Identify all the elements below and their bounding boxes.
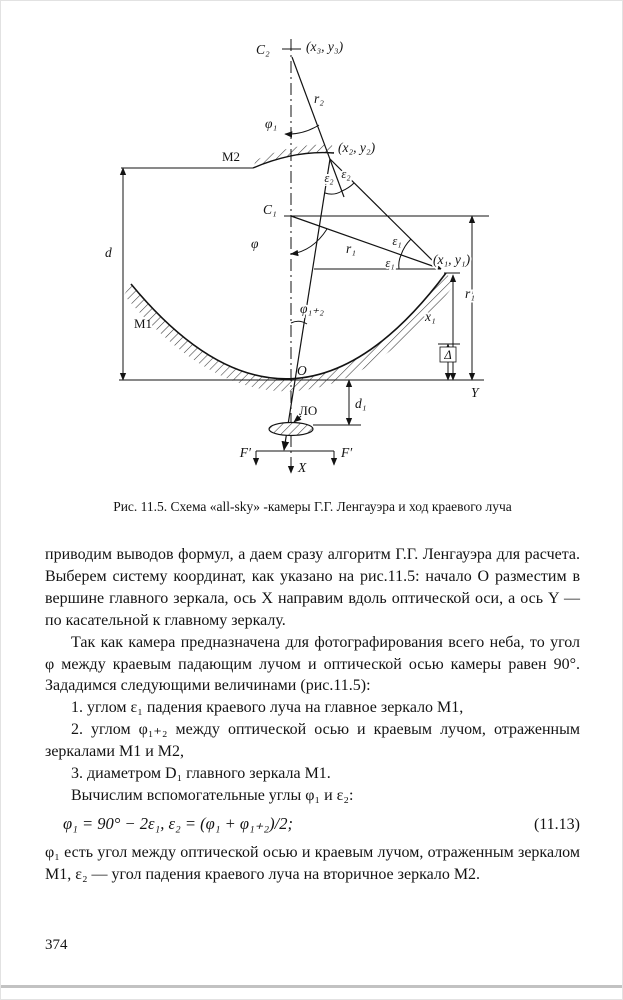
figure-caption: Рис. 11.5. Схема «all-sky» -камеры Г.Г. Ленгауэра и ход краевого луча bbox=[113, 499, 512, 514]
label-y-axis: Y bbox=[471, 385, 479, 400]
label-m2: М2 bbox=[222, 149, 241, 164]
list-item: 3. диаметром D₁ главного зеркала М1. bbox=[71, 765, 331, 783]
label-point3: (x₃, y₃) bbox=[306, 39, 344, 54]
mirror-m1 bbox=[124, 273, 455, 391]
label-f-right: F′ bbox=[341, 445, 353, 460]
label-m1: М1 bbox=[134, 316, 153, 331]
label-r1-dim: r₁ bbox=[465, 286, 475, 301]
label-d: d bbox=[105, 245, 112, 260]
label-r1-ray: r₁ bbox=[346, 241, 356, 256]
label-origin: O bbox=[297, 363, 307, 378]
label-phi: φ bbox=[251, 236, 259, 251]
label-point1: (x₁, y₁) bbox=[433, 252, 471, 267]
page-number: 374 bbox=[45, 937, 68, 953]
focal-plane bbox=[256, 451, 334, 465]
label-eps2-right: ε₂ bbox=[341, 167, 351, 181]
label-x-axis: X bbox=[298, 460, 307, 475]
paragraph-4: φ₁ есть угол между оптической осью и краевым лучом, отраженным зеркалом М1, ε₂ — угол падения краевого луча на вторичное зеркало М2. bbox=[45, 843, 580, 883]
label-eps1-upper: ε₁ bbox=[392, 234, 402, 248]
label-d1: d₁ bbox=[355, 396, 367, 411]
body-text bbox=[45, 544, 580, 886]
label-x1: x₁ bbox=[425, 309, 436, 324]
label-phi1: φ₁ bbox=[265, 116, 278, 131]
page-bottom-edge bbox=[1, 985, 623, 988]
ray-lines bbox=[284, 57, 441, 450]
paragraph-2: Так как камера предназначена для фотографирования всего неба, то угол φ между краевым падающим лучом и оптической осью камеры равен 90°. Зададимся следующими величинами (рис.11.5): bbox=[45, 633, 580, 695]
label-phi12: φ₁₊₂ bbox=[300, 301, 324, 316]
label-eps2-left: ε₂ bbox=[324, 171, 334, 185]
label-c2: C₂ bbox=[256, 42, 270, 57]
list-item: 2. углом φ₁₊₂ между оптической осью и краевым лучом, отраженным зеркалами М1 и М2, bbox=[45, 721, 580, 761]
list-item: 1. углом ε₁ падения краевого луча на главное зеркало М1, bbox=[71, 699, 464, 717]
label-point2: (x₂, y₂) bbox=[338, 140, 376, 155]
label-delta: Δ bbox=[444, 348, 452, 362]
equation-row bbox=[45, 813, 580, 836]
label-lens: ЛО bbox=[299, 403, 318, 418]
mirror-m2 bbox=[253, 145, 334, 168]
paragraph-1: приводим выводов формул, а даем сразу алгоритм Г.Г. Ленгауэра для расчета. Выберем систему координат, как указано на рис.11.5: начало O разместим в вершине главного зеркала, ось X направим вдоль оптической оси, а ось Y — по касательной к главному зеркалу. bbox=[45, 546, 580, 629]
equation: φ₁ = 90° − 2ε₁, ε₂ = (φ₁ + φ₁₊₂)/2; bbox=[63, 813, 293, 833]
label-eps1-lower: ε₁ bbox=[385, 256, 395, 270]
label-f-left: F′ bbox=[239, 445, 251, 460]
paragraph-3: Вычислим вспомогательные углы φ₁ и ε₂: bbox=[71, 786, 354, 804]
equation-number: (11.13) bbox=[533, 815, 580, 833]
figure-diagram bbox=[1, 1, 623, 493]
label-r2: r₂ bbox=[314, 91, 324, 106]
label-c1: C₁ bbox=[263, 202, 277, 217]
